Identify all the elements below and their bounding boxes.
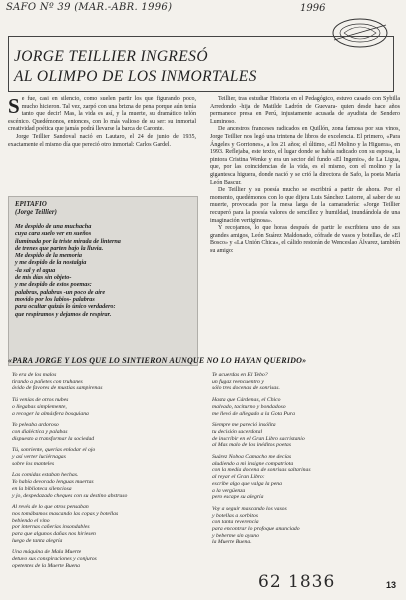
handwritten-header-note: SAFO Nº 39 (MAR.-ABR. 1996) bbox=[6, 2, 173, 13]
poem-left-column bbox=[12, 372, 202, 575]
poem-line: al Mas malo de los inéditos poetas bbox=[212, 442, 291, 449]
page-number: 13 bbox=[386, 580, 397, 590]
epitaph-line: y me despido de la nostalgia bbox=[15, 259, 87, 267]
poem-stanza bbox=[212, 397, 402, 417]
epitaph-lines bbox=[15, 223, 191, 318]
article-paragraph: De ancestros franceses radicados en Quillón, zona famosa por sus vinos, Jorge Teillier nos legó una trintena de libros de excelencia. El primero, «Para Ángeles y Gorriones», a los 21 años; el último, «El Molino y la Higuera», en 1993. Reflejaba, este texto, el lugar donde se había radicado con su esposa, la pintora Cristina Wenke y era un sector del fundo «El Ingenio», de La Ligua, que, por las coincidencias de la vida, es el mismo, con el molino y la gigantesca higuera, donde nació y se crió la directora de Safo, la poeta María León Bascur. bbox=[210, 126, 400, 186]
poem-line: para que algunos dañas nos hiriesen bbox=[12, 531, 96, 538]
poem-line: con tanta reverencia bbox=[212, 519, 259, 526]
poem-line: Hasta que Cárdenas, el Chico bbox=[212, 397, 281, 404]
epitaph-line: -la sal y el agua bbox=[15, 266, 56, 274]
poem-line: a la vergüenza bbox=[212, 487, 246, 494]
poem-line: y jo, despedazado cheques con su destino abstruso bbox=[12, 492, 128, 499]
poem-title: «PARA JORGE Y LOS QUE LO SINTIERON AUNQUE NO LO HAYAN QUERIDO» bbox=[8, 356, 307, 365]
article-right-column bbox=[210, 96, 400, 255]
poem-line: Al revés de lo que otros pensaban bbox=[12, 504, 89, 511]
poem-stanza bbox=[12, 422, 202, 442]
poem-line: detuvo sus conspiraciones y conjuros bbox=[12, 556, 97, 563]
poem-line: para encontrar lo profoque anunciado bbox=[212, 526, 300, 533]
poem-line: ávido de favores de mustias sampirenas bbox=[12, 385, 103, 392]
article-title-line-2: AL OLIMPO DE LOS INMORTALES bbox=[14, 68, 257, 85]
poem-line: nos tomábamos mascando las copas y botellas bbox=[12, 510, 119, 517]
poem-line: Te acuerdas en El Tebo? bbox=[212, 372, 268, 378]
poem-line: Siempre me pareció insólita bbox=[212, 422, 276, 429]
poem-line: tirando a pañetes con truhanes bbox=[12, 378, 83, 385]
poem-line: por internas cañerías insondables bbox=[12, 524, 90, 531]
poem-line: escribe algo que valga la pena bbox=[212, 480, 282, 487]
poem-stanza bbox=[212, 372, 402, 392]
poem-stanza bbox=[12, 549, 202, 569]
epitaph-line: de mis días sin objeto- bbox=[15, 274, 72, 282]
intro-paragraph bbox=[8, 96, 196, 134]
article-paragraph: Teillier, tras estudiar Historia en el Pedagógico, estuvo casado con Sybilla Arredondo -hija de Matilde Ladrón de Guevara- quien desde hace años permanece presa en Perú, injustamente acusada de ayudista de Sendero Luminoso. bbox=[210, 96, 400, 125]
poem-line: de inscribir en el Gran Libro sacristanio bbox=[212, 435, 305, 442]
drop-cap: S bbox=[8, 94, 20, 118]
article-paragraph: De Teillier y su poesía mucho se escribirá a partir de ahora. Por el momento, quedémonos con lo que dijera Luis Sánchez Latorre, al saber de su muerte, provocada por la mesa larga de la camaradería: «Jorge Teillier recuperó para la poesía valores de sencillez y humildad, inundándola de una imaginación vertiginosa». bbox=[210, 187, 400, 224]
epitaph-line: para ocultar quizás lo único verdadero: bbox=[15, 303, 116, 311]
poem-stanza bbox=[12, 447, 202, 467]
article-paragraph: Y recojamos, lo que horas después de partir le escribiera uno de sus grandes amigos, León Suárez Maldonado, cófrade de vasos y botellas, de «El Bosco» y «La Unión Chica», el cálido restorán de Wenceslao Álvarez, también su amigo: bbox=[210, 225, 400, 254]
poem-stanza bbox=[12, 472, 202, 499]
poem-line: a recoger la almásfera bosquiana bbox=[12, 410, 89, 417]
poem-line: Las comidas estaban hechas. bbox=[12, 472, 79, 479]
epitaph-line: que respiramos y dejamos de respirar. bbox=[15, 310, 112, 318]
poem-line: Yo era de los malos bbox=[12, 372, 57, 378]
poem-stanza bbox=[12, 504, 202, 544]
poem-line: Tú, sonriente, querías enlodar el ojo bbox=[12, 447, 96, 454]
poem-line: malvado, taciturno y bondadoso bbox=[212, 403, 286, 410]
poem-line: Yo peleaba ardoroso bbox=[12, 422, 59, 429]
handwritten-year-note: 1996 bbox=[300, 3, 326, 14]
poem-line: Suárez Noboa Camacho me decías bbox=[212, 454, 292, 461]
epitaph-line: palabras, palabras -un poco de aire bbox=[15, 288, 106, 296]
poem-stanza bbox=[212, 454, 402, 501]
poem-line: con dialéctica y palabas bbox=[12, 428, 68, 435]
poem-line: y botellas a sorbitos bbox=[212, 512, 258, 519]
poem-stanza bbox=[12, 397, 202, 417]
poem-line: tu decisión sacerdotal bbox=[212, 428, 263, 435]
poem-line: y beberme sin ayuno bbox=[212, 532, 259, 539]
poem-stanza bbox=[212, 506, 402, 546]
epitaph-line: cuya cara suelo ver en sueños bbox=[15, 230, 92, 238]
poem-line: Una máquina de Mala Muerte bbox=[12, 549, 82, 556]
poem-line: dispuesto a transformar la sociedad bbox=[12, 435, 95, 442]
handwritten-footer-code: 62 1836 bbox=[258, 572, 336, 592]
birth-paragraph: Jorge Teillier Sandoval nació en Lautaro, el 24 de junio de 1935, exactamente el mismo día que pereció otro inmortal: Carlos Gardel. bbox=[8, 133, 196, 148]
article-title-line-1: JORGE TEILLIER INGRESÓ bbox=[14, 48, 208, 65]
poem-line: o llegabas simplemente, bbox=[12, 403, 67, 410]
poem-line: pero escape su alegría bbox=[212, 494, 264, 501]
poem-line: sólo tres docenas de sonrisas. bbox=[212, 385, 280, 392]
poem-line: luego de tanta alegría bbox=[12, 537, 63, 544]
epitaph-author: (Jorge Teillier) bbox=[15, 209, 57, 216]
article-left-column bbox=[8, 96, 196, 149]
epitaph-line: Me despido de una muchacha bbox=[15, 223, 92, 230]
poem-line: sobre los manteles bbox=[12, 460, 55, 467]
epitaph-line: de trenes que parten bajo la lluvia. bbox=[15, 244, 104, 252]
poem-line: con la media docena de sonrisas saltarinas bbox=[212, 467, 311, 474]
poem-stanza bbox=[12, 372, 202, 392]
poem-line: opetentes de la Muerte Buena bbox=[12, 562, 80, 569]
poem-line: y así verter luciérnagas bbox=[12, 454, 66, 461]
poem-line: Yo había devorado lenguas muertas bbox=[12, 479, 94, 486]
epitaph-line: iluminada por la triste mirada de linterna bbox=[15, 237, 121, 245]
poem-line: aludiendo a mi insigne compatriota bbox=[212, 460, 294, 467]
poem-line: un fugaz reencuentro y bbox=[212, 378, 264, 385]
poem-line: bebiendo el vino bbox=[12, 517, 50, 524]
epitaph-line: y me despido de estos poemas: bbox=[15, 281, 92, 289]
poem-right-column bbox=[212, 372, 402, 551]
epitaph-box bbox=[8, 196, 198, 366]
epitaph-line: Me despido de la memoria bbox=[15, 252, 83, 260]
poem-line: Voy a seguir mascando los vasos bbox=[212, 505, 287, 512]
intro-text: e fue, casi en silencio, como suelen partir los que figurando poco, mucho hicieron. Tal vez, zarpó con una brizna de pena porque aún tenía tanto que decir! Mas, la vida es así, y la muerte, su dramático telón escénico. Quedémonos, entonces, con lo más valioso de su ser: su inmortal creatividad poética que jamás podrá llevarse la barca de Caronte. bbox=[8, 96, 196, 133]
poem-line: al reyar el Gran Libro: bbox=[212, 474, 265, 481]
poem-line: la Muerte Buena. bbox=[212, 539, 252, 546]
poem-line: me llevó de allegado a la Gota Pura bbox=[212, 410, 295, 417]
epitaph-label: EPITAFIO bbox=[15, 201, 47, 208]
poem-line: Tú venías de otros nubes bbox=[12, 397, 69, 404]
epitaph-line: movido por los labios- palabras bbox=[15, 295, 95, 303]
poem-line: en la biblioteca silenciosa bbox=[12, 485, 72, 492]
poem-stanza bbox=[212, 422, 402, 449]
